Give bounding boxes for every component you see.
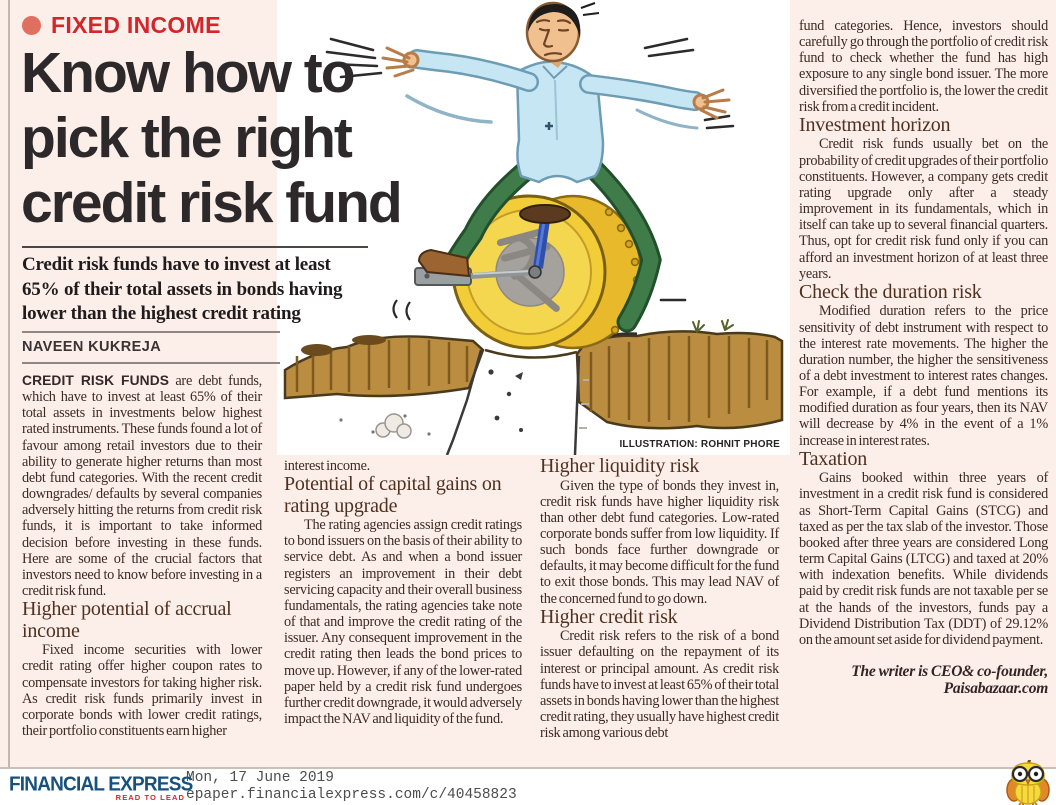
headline-line: credit risk fund: [21, 171, 401, 235]
owl-mascot-icon: [1002, 760, 1054, 805]
logo-tagline: READ TO LEAD: [115, 793, 185, 802]
section-kicker: [22, 12, 221, 39]
paragraph: Credit risk refers to the risk of a bond issuer defaulting on the repayment of its interest or principal amount. As credit risk funds have to invest at least 65% of their total assets in bonds having lower than the highest credit rating, they usually have highest credit risk among various debt: [540, 628, 779, 742]
standfirst-line: 65% of their total assets in bonds having: [22, 278, 343, 300]
kicker-label: FIXED INCOME: [51, 12, 221, 38]
divider: [22, 331, 280, 333]
section-heading: Investment horizon: [799, 113, 951, 136]
edition-date: Mon, 17 June 2019: [186, 770, 334, 786]
writer-credit-line: The writer is CEO& co-founder,: [851, 662, 1048, 680]
section-heading: Higher credit risk: [540, 605, 678, 628]
illustration-credit: ILLUSTRATION: ROHNIT PHORE: [619, 439, 780, 450]
paragraph: Fixed income securities with lower credit rating offer higher coupon rates to compensate investors for taking higher risk. As credit risk funds primarily invest in corporate bonds with lower credit ratings, their portfolio constituents earn higher: [22, 642, 262, 739]
article-column-3: [540, 456, 779, 741]
epaper-url-link[interactable]: epaper.financialexpress.com/c/40458823: [186, 787, 517, 803]
writer-credit-line: Paisabazaar.com: [943, 680, 1048, 698]
paragraph: Gains booked within three years of investment in a credit risk fund is considered as Short-Term Capital Gains (STCG) and taxed as per the tax slab of the investor. Those booked after three years are considered Long term Capital Gains (LTCG) and taxed at 20% with indexation benefits. While dividends paid by credit risk funds are not taxable per se at the hands of the investors, funds pay a Dividend Distribution Tax (DDT) of 29.12% on the amount set aside for dividend payment.: [799, 470, 1048, 648]
divider: [22, 246, 368, 248]
paragraph: Given the type of bonds they invest in, credit risk funds have higher liquidity risk than other debt fund categories. Low-rated corporate bonds suffer from low liquidity. If such bonds face further downgrade or defaults, it may become difficult for the fund to exit those bonds. This may lead NAV of the concerned fund to go down.: [540, 477, 779, 607]
author-byline: NAVEEN KUKREJA: [22, 339, 162, 355]
section-heading: Taxation: [799, 447, 868, 470]
financial-express-logo: [9, 773, 193, 802]
logo-wordmark: FINANCIAL EXPRESS: [9, 773, 193, 796]
article-column-1: [22, 373, 262, 739]
headline-line: pick the right: [21, 106, 351, 170]
paragraph: fund categories. Hence, investors should carefully go through the portfolio of credit risk fund to check whether the fund has high exposure to any single bond issuer. The more diversified the portfolio is, the lower the credit risk from a credit incident.: [799, 18, 1048, 115]
epaper-footer: [0, 767, 1056, 805]
article-column-4: [799, 18, 1048, 698]
section-heading: Potential of capital gains on rating upgrade: [284, 473, 502, 517]
article-headline: [21, 41, 411, 236]
paragraph: [22, 373, 262, 599]
standfirst-line: Credit risk funds have to invest at least: [22, 254, 331, 275]
paragraph: interest income.: [284, 458, 371, 474]
lead-in-text: CREDIT RISK FUNDS: [22, 373, 170, 388]
section-heading: Higher liquidity risk: [540, 455, 700, 477]
epaper-meta: [186, 770, 517, 804]
paragraph-text: are debt funds, which have to invest at least 65% of their total assets in investments below highest rated instruments. These funds found a lot of favour among retail investors due to their ability to generate higher returns than most debt fund categories. With the recent credit downgrades/ defaults by several companies adversely hitting the returns from credit risk funds, it is important to take informed decision before investing in these funds. Here are some of the crucial factors that investors need to know before investing in a credit risk fund.: [22, 373, 263, 600]
page-left-border: [8, 0, 10, 767]
paragraph: Credit risk funds usually bet on the probability of credit upgrades of their portfolio constituents. However, a company gets credit rating upgrade only after a steady improvement in its fundamentals, which in itself can take up to several financial quarters. Thus, opt for credit risk fund only if you can afford an investment horizon of at least three years.: [799, 136, 1048, 282]
article-column-2: [284, 458, 522, 727]
writer-credit: [799, 663, 1048, 698]
section-heading: Check the duration risk: [799, 280, 982, 303]
headline-line: Know how to: [21, 41, 354, 105]
section-heading: Higher potential of accrual income: [22, 598, 232, 642]
standfirst-line: lower than the highest credit rating: [22, 303, 301, 324]
paragraph: The rating agencies assign credit ratings to bond issuers on the basis of their ability to service debt. As and when a bond issuer registers an improvement in their debt servicing capacity and their overall business fundamentals, the rating agencies take note of that and improve the credit rating of the issuer. Any consequent improvement in the credit rating then leads the bond prices to move up. However, if any of the lower-rated paper held by a credit risk fund undergoes further credit downgrade, it would adversely impact the NAV and liquidity of the fund.: [284, 517, 522, 728]
paragraph: Modified duration refers to the price sensitivity of debt instrument with respect to the interest rate movements. The higher the duration number, the higher the sensitiveness of a debt investment to interest rates changes. For example, if a debt fund mentions its modified duration as four years, then its NAV will decrease by 4% in the event of a 1% increase in interest rates.: [799, 303, 1048, 449]
bullet-dot-icon: [22, 16, 41, 35]
divider: [22, 362, 280, 364]
article-standfirst: [22, 253, 372, 327]
